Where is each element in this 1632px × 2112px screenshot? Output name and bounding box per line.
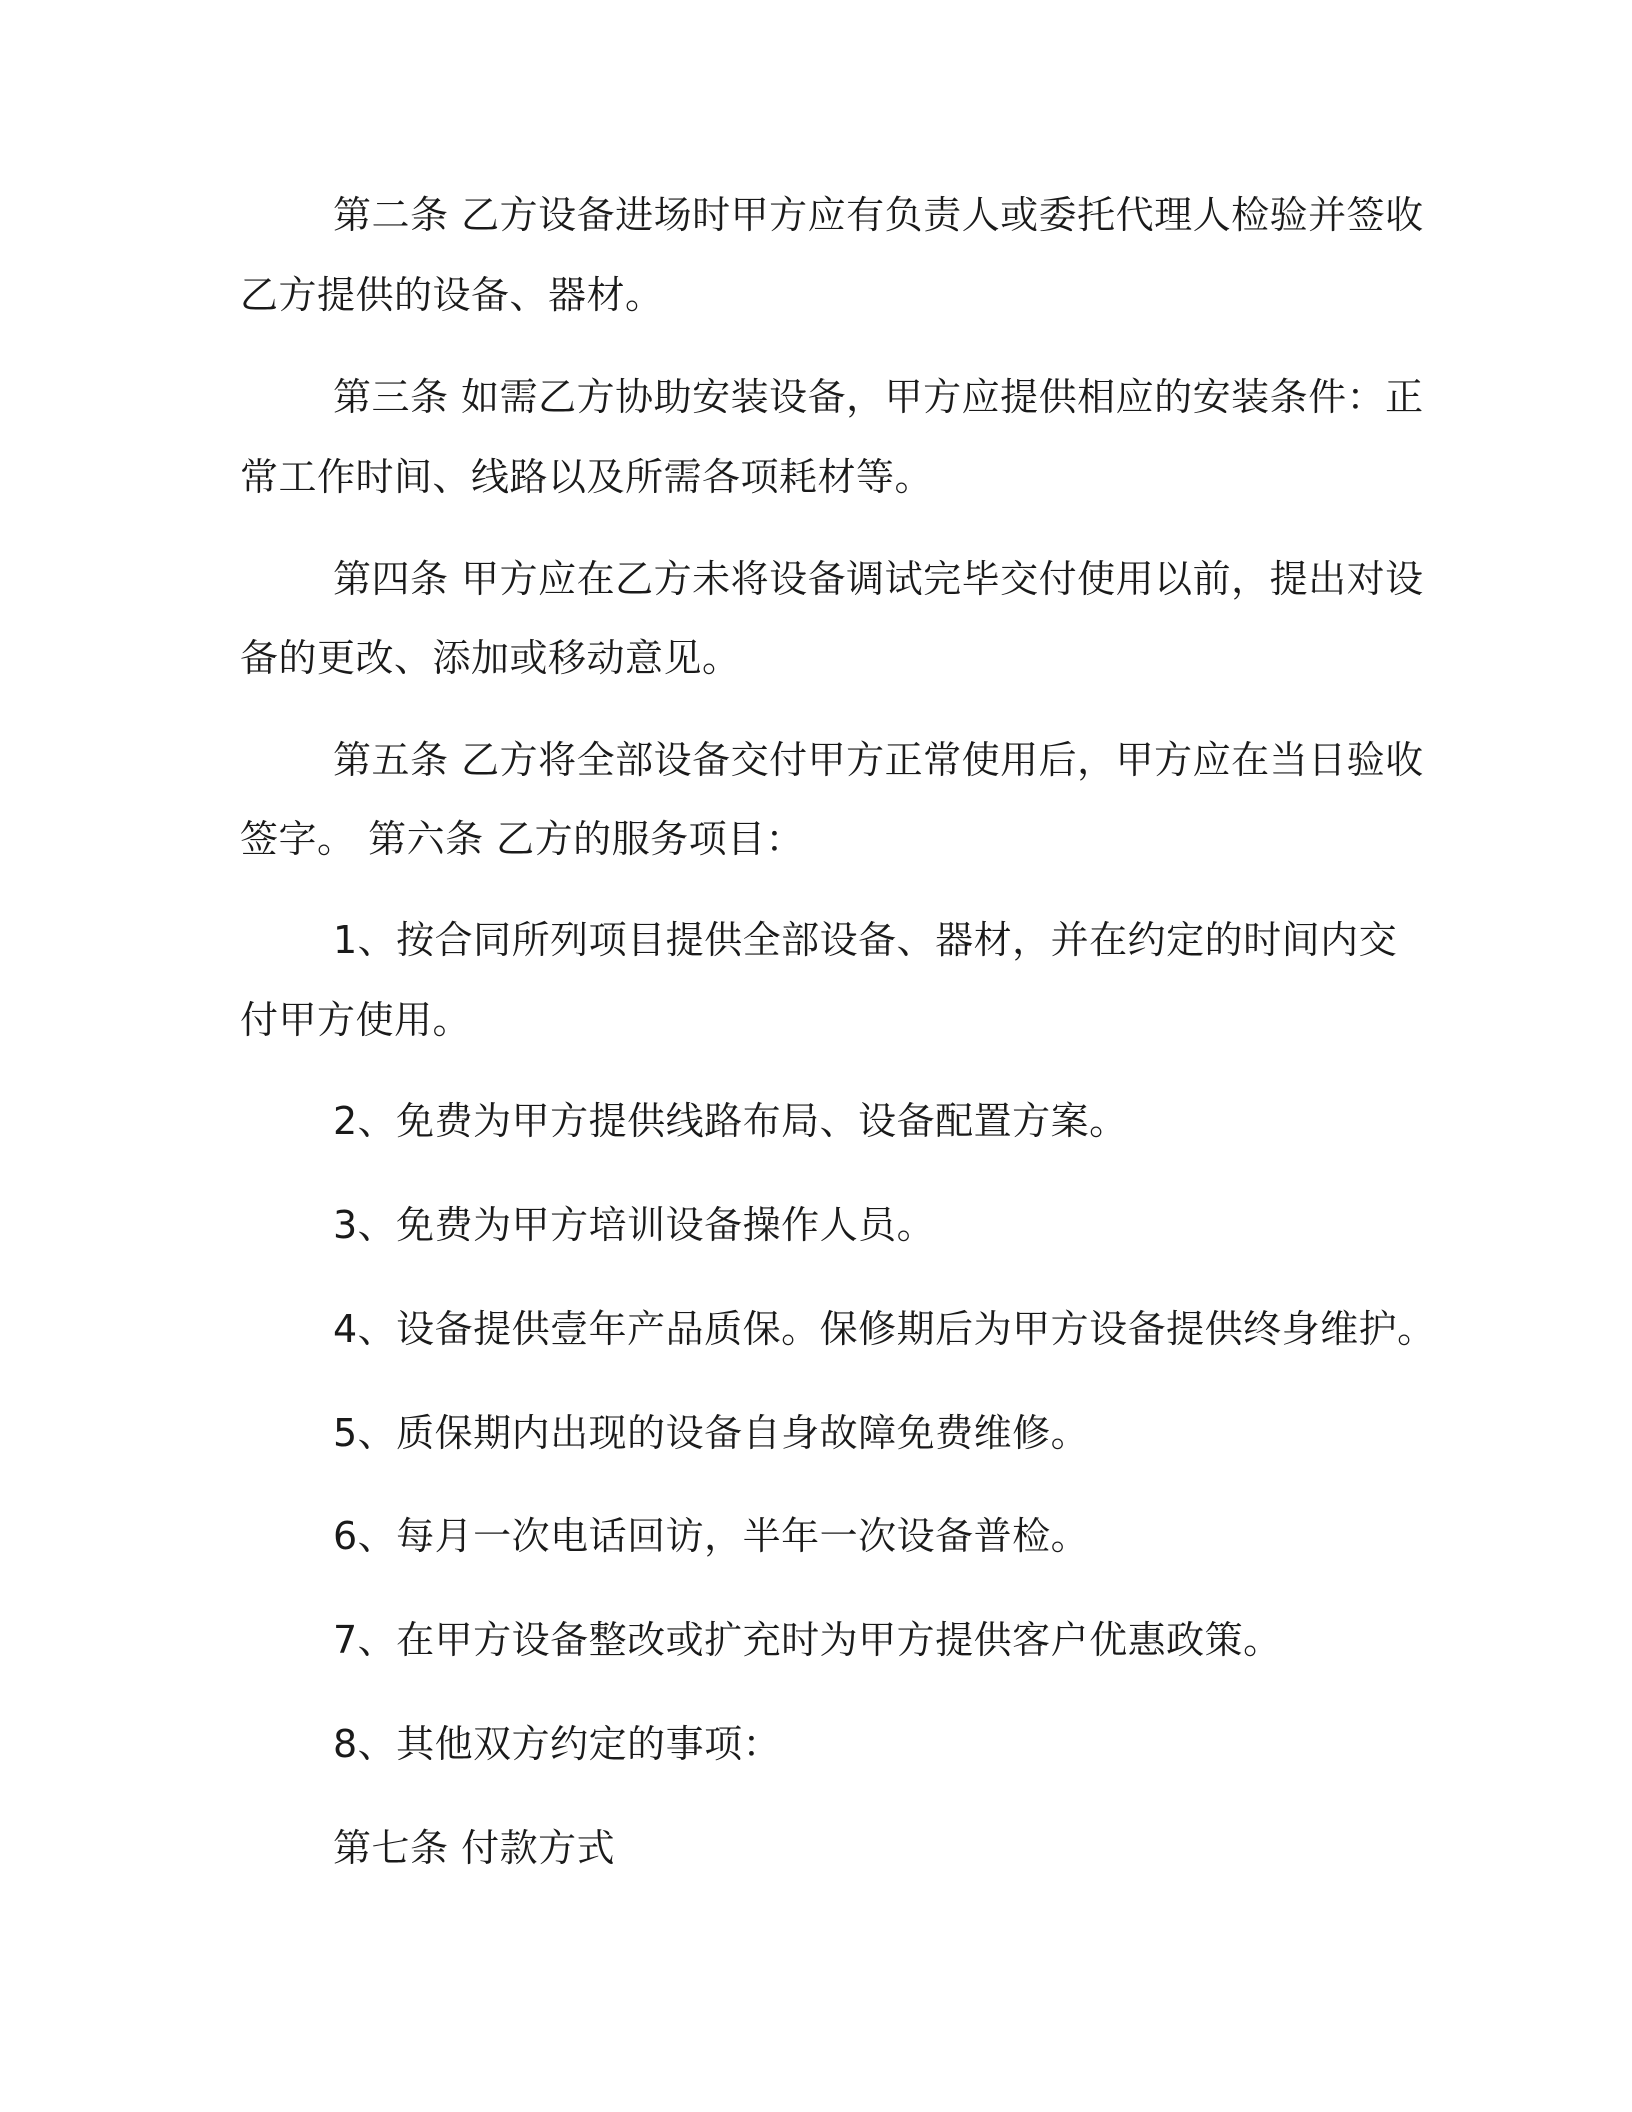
service-item-7: 7、在甲方设备整改或扩充时为甲方提供客户优惠政策。 — [333, 1618, 1282, 1662]
article-2-line-1: 第二条 乙方设备进场时甲方应有负责人或委托代理人检验并签收 — [333, 193, 1424, 237]
service-item-1-line-2: 付甲方使用。 — [240, 998, 472, 1042]
service-item-5: 5、质保期内出现的设备自身故障免费维修。 — [333, 1411, 1090, 1455]
article-2-line-2: 乙方提供的设备、器材。 — [240, 273, 664, 317]
service-item-1-line-1: 1、按合同所列项目提供全部设备、器材，并在约定的时间内交 — [333, 918, 1398, 962]
service-item-2: 2、免费为甲方提供线路布局、设备配置方案。 — [333, 1099, 1128, 1143]
article-4-line-2: 备的更改、添加或移动意见。 — [240, 636, 741, 680]
article-5-line-2: 签字。 第六条 乙方的服务项目： — [240, 817, 805, 861]
service-item-4: 4、设备提供壹年产品质保。保修期后为甲方设备提供终身维护。 — [333, 1307, 1436, 1351]
article-4-line-1: 第四条 甲方应在乙方未将设备调试完毕交付使用以前，提出对设 — [333, 557, 1424, 601]
service-item-8: 8、其他双方约定的事项： — [333, 1722, 782, 1766]
article-3-line-2: 常工作时间、线路以及所需各项耗材等。 — [240, 455, 934, 499]
article-3-line-1: 第三条 如需乙方协助安装设备，甲方应提供相应的安装条件：正 — [333, 375, 1424, 419]
service-item-3: 3、免费为甲方培训设备操作人员。 — [333, 1203, 936, 1247]
service-item-6: 6、每月一次电话回访，半年一次设备普检。 — [333, 1514, 1090, 1558]
article-7-heading: 第七条 付款方式 — [333, 1826, 616, 1870]
article-5-line-1: 第五条 乙方将全部设备交付甲方正常使用后，甲方应在当日验收 — [333, 738, 1424, 782]
